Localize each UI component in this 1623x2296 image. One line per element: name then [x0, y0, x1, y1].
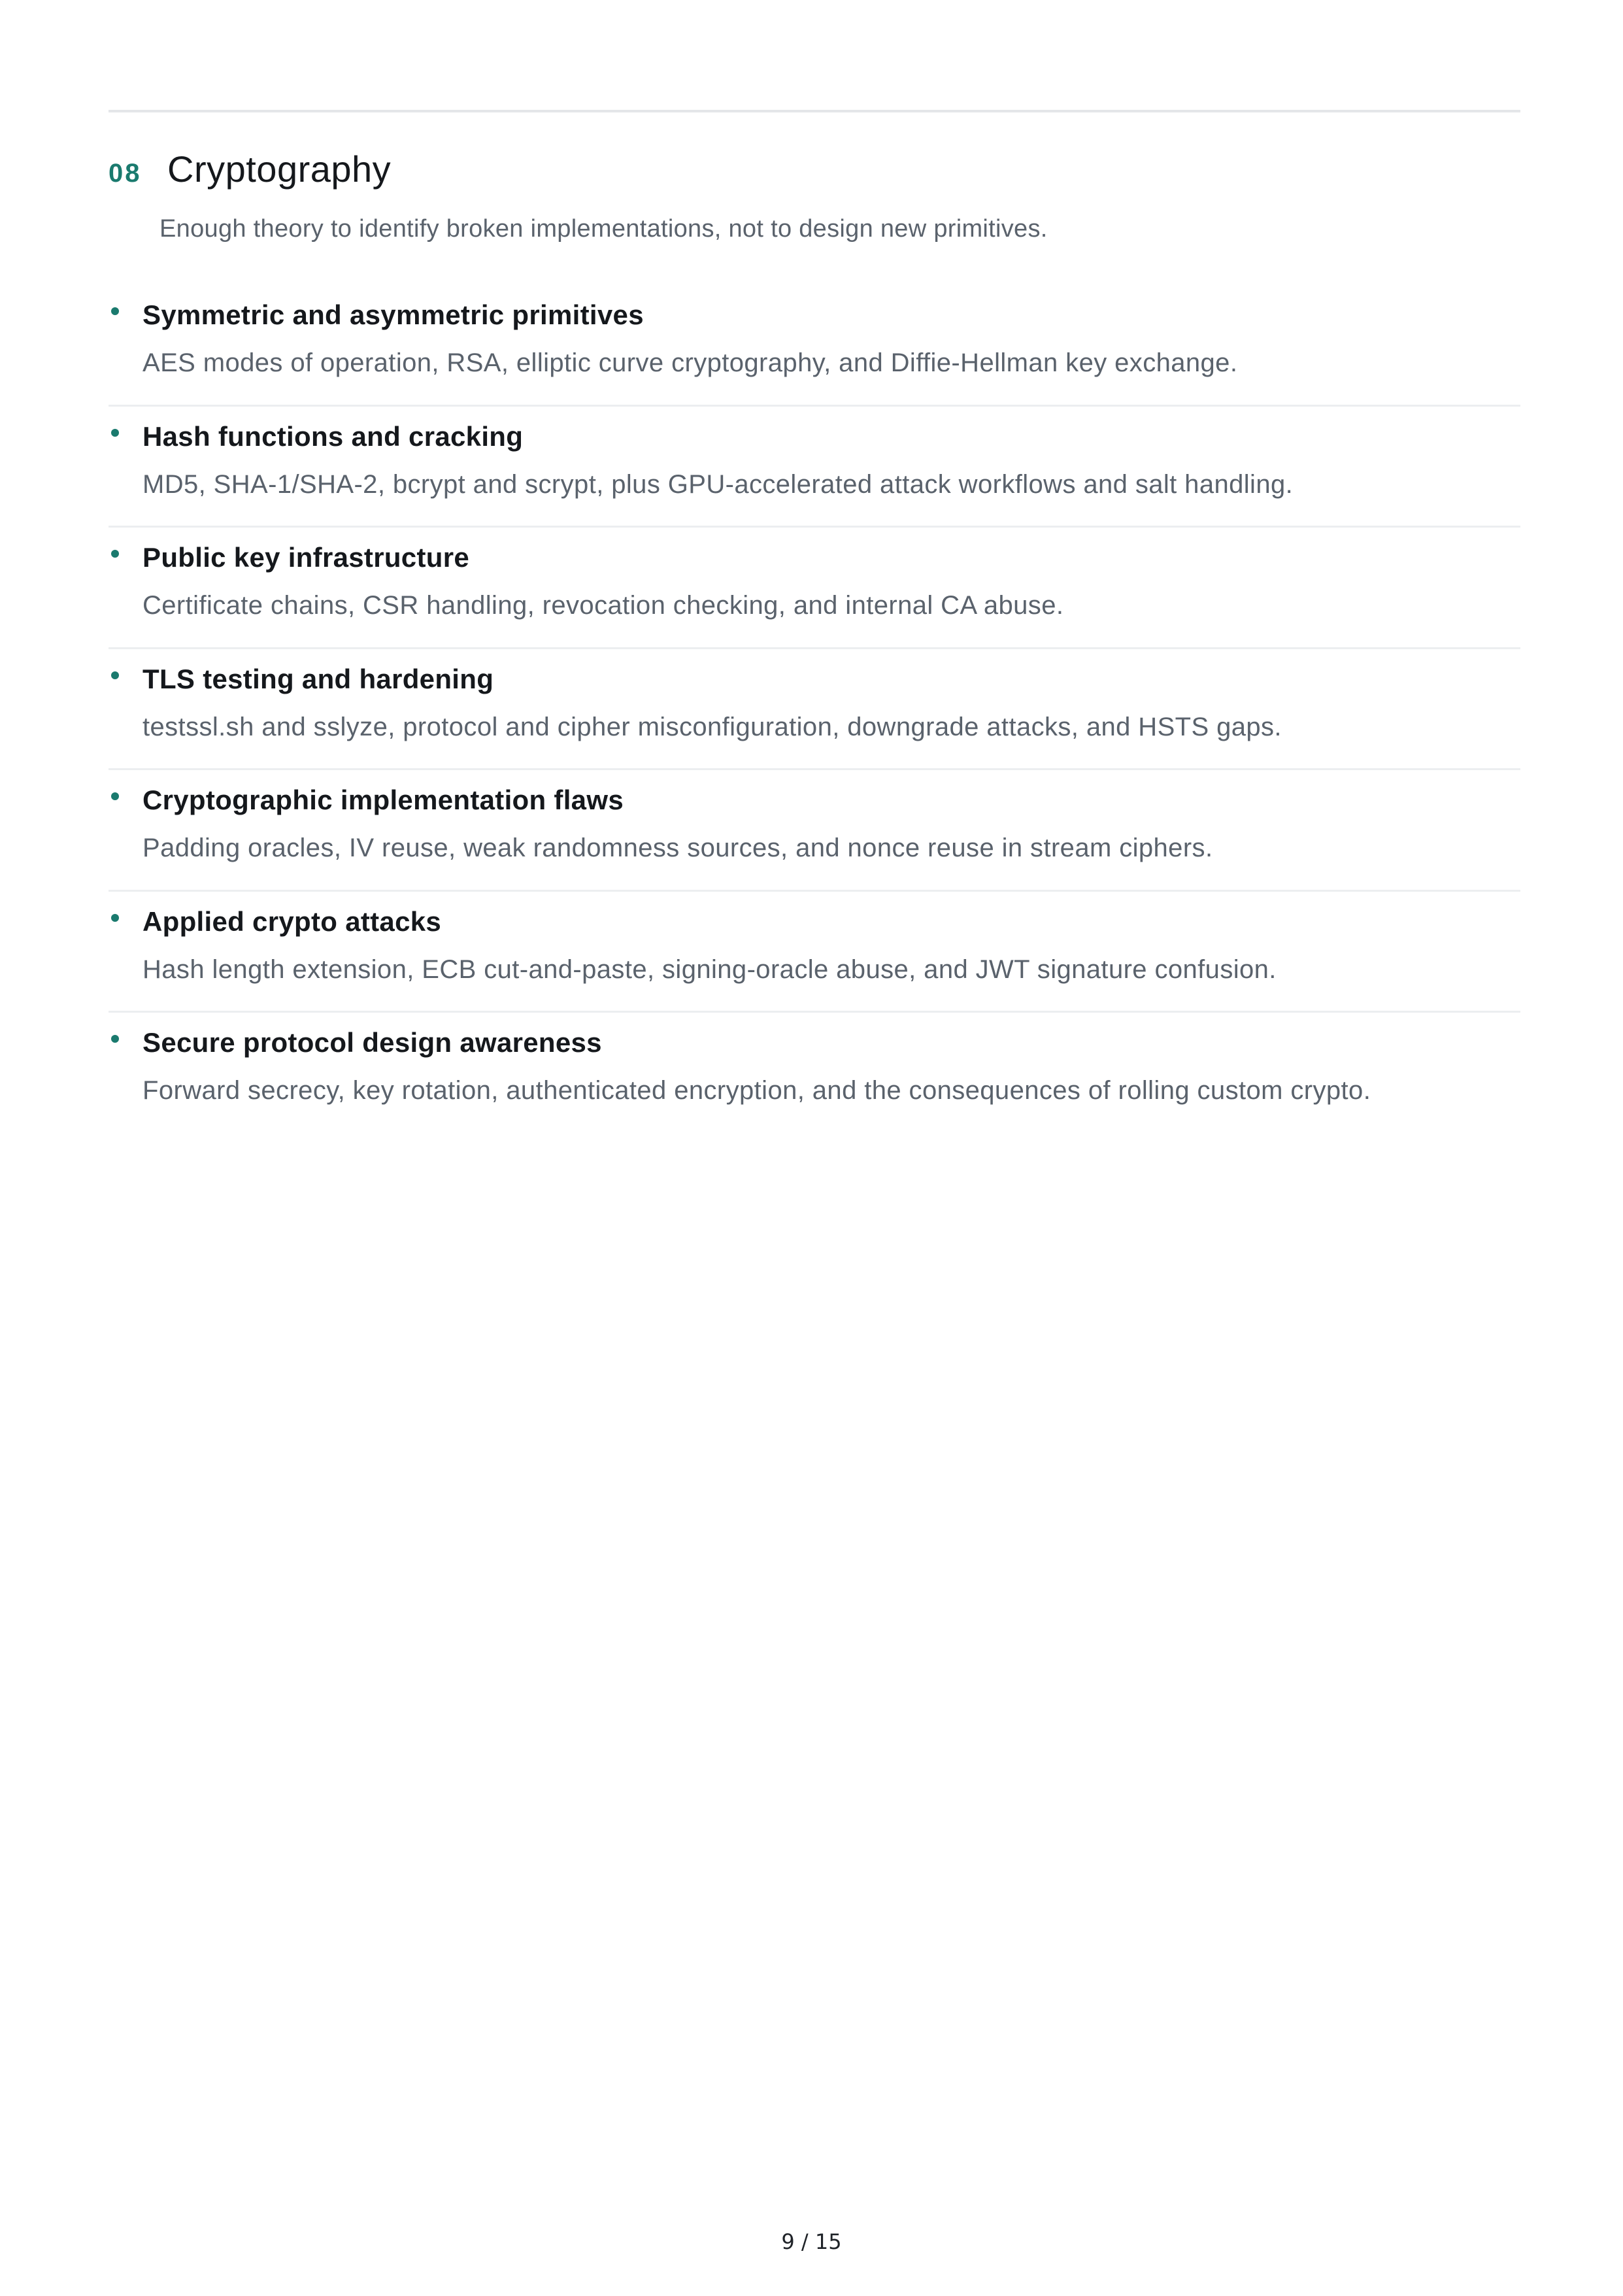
topic-item [109, 649, 1520, 771]
topic-description: Forward secrecy, key rotation, authenticated encryption, and the consequences of rolling custom crypto. [142, 1076, 1371, 1105]
topic-item [109, 407, 1520, 528]
bullet-icon [111, 671, 119, 679]
bullet-icon [111, 429, 119, 437]
section-subtitle: Enough theory to identify broken implementations, not to design new primitives. [159, 215, 1048, 243]
bullet-icon [111, 307, 119, 315]
topic-title: Secure protocol design awareness [142, 1027, 602, 1058]
topic-title: Hash functions and cracking [142, 420, 524, 452]
topic-description: AES modes of operation, RSA, elliptic curve cryptography, and Diffie-Hellman key exchange. [142, 348, 1238, 377]
top-divider [109, 110, 1520, 112]
topic-description: testssl.sh and sslyze, protocol and cipher misconfiguration, downgrade attacks, and HSTS gaps. [142, 712, 1282, 741]
topic-title: TLS testing and hardening [142, 663, 494, 694]
topic-title: Public key infrastructure [142, 542, 469, 573]
section-number: 08 [109, 159, 142, 188]
topic-item [109, 1013, 1520, 1134]
section-header [109, 148, 1520, 200]
topic-item [109, 528, 1520, 649]
topic-item [109, 285, 1520, 407]
topic-title: Cryptographic implementation flaws [142, 785, 624, 815]
topic-description: Certificate chains, CSR handling, revocation checking, and internal CA abuse. [142, 591, 1064, 620]
topic-list [109, 285, 1520, 1134]
bullet-icon [111, 550, 119, 558]
page-number: 9 / 15 [781, 2229, 842, 2254]
section-title: Cryptography [167, 148, 392, 190]
topic-description: Hash length extension, ECB cut-and-paste, signing-oracle abuse, and JWT signature confusion. [142, 954, 1277, 984]
topic-title: Symmetric and asymmetric primitives [142, 299, 644, 330]
bullet-icon [111, 914, 119, 922]
topic-title: Applied crypto attacks [142, 905, 442, 937]
bullet-icon [111, 1035, 119, 1043]
topic-item [109, 892, 1520, 1013]
topic-description: Padding oracles, IV reuse, weak randomness sources, and nonce reuse in stream ciphers. [142, 834, 1213, 862]
topic-description: MD5, SHA-1/SHA-2, bcrypt and scrypt, plus GPU-accelerated attack workflows and salt handling. [142, 469, 1294, 499]
topic-item [109, 770, 1520, 892]
bullet-icon [111, 792, 119, 800]
